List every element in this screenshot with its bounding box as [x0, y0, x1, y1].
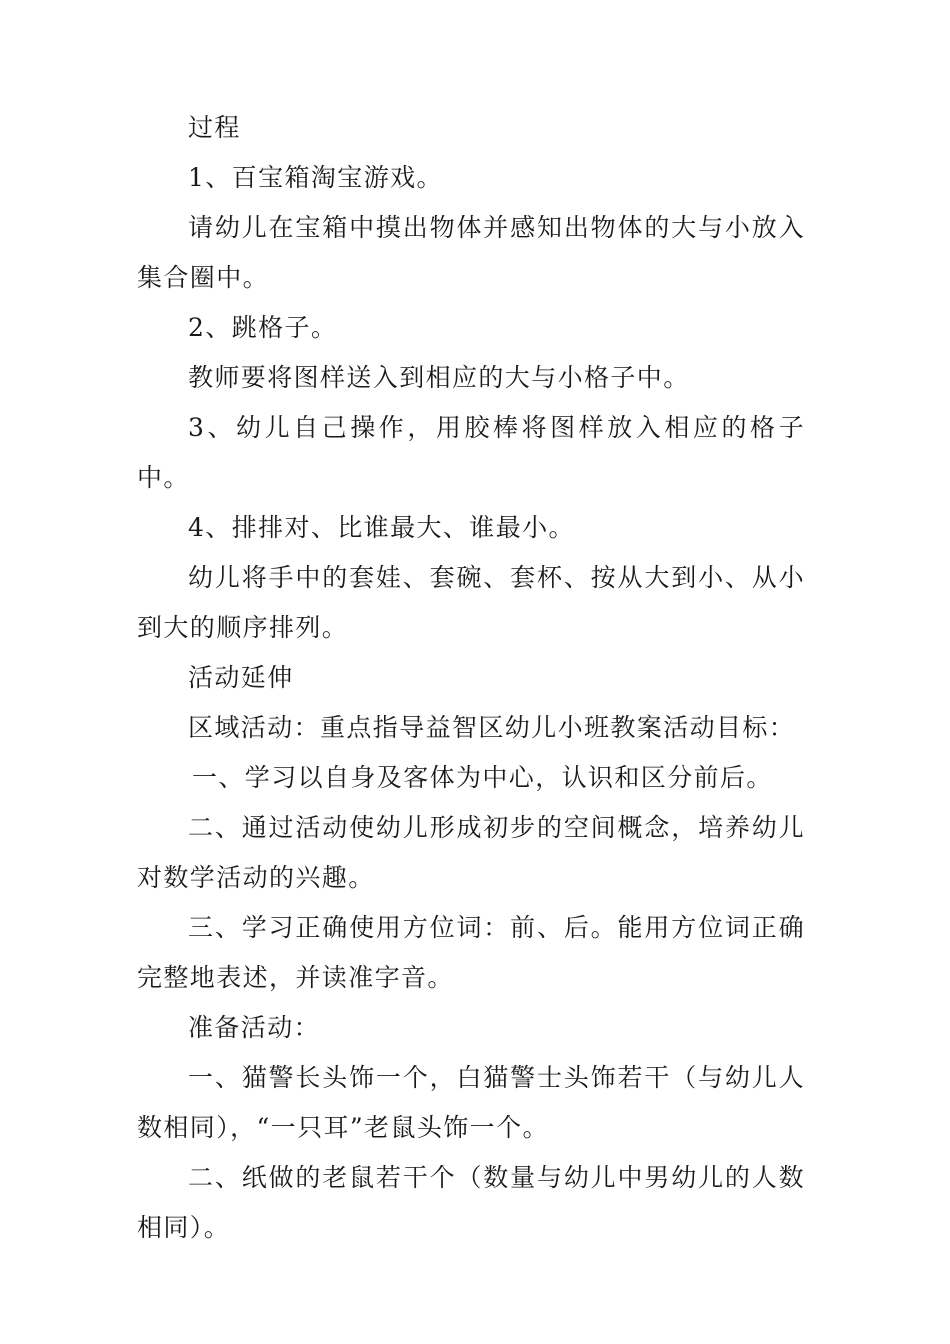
step-1-description: 请幼儿在宝箱中摸出物体并感知出物体的大与小放入集合圈中。	[137, 213, 805, 292]
goal-1: 一、学习以自身及客体为中心，认识和区分前后。	[192, 763, 773, 792]
preparation-2: 二、纸做的老鼠若干个（数量与幼儿中男幼儿的人数相同）。	[137, 1163, 805, 1242]
step-4-title: 4、排排对、比谁最大、谁最小。	[188, 513, 575, 542]
section-heading-extension: 活动延伸	[188, 663, 294, 692]
area-activity-text: 区域活动：重点指导益智区幼儿小班教案活动目标：	[188, 713, 796, 742]
section-heading-process: 过程	[188, 113, 241, 142]
preparation-1: 一、猫警长头饰一个，白猫警士头饰若干（与幼儿人数相同），“一只耳”老鼠头饰一个。	[137, 1063, 805, 1142]
step-1-title: 1、百宝箱淘宝游戏。	[188, 163, 443, 192]
step-3-title: 3、幼儿自己操作，用胶棒将图样放入相应的格子中。	[137, 413, 805, 492]
goal-3: 三、学习正确使用方位词：前、后。能用方位词正确完整地表述，并读准字音。	[137, 913, 805, 992]
section-heading-preparation: 准备活动：	[188, 1013, 321, 1042]
step-4-description: 幼儿将手中的套娃、套碗、套杯、按从大到小、从小到大的顺序排列。	[137, 563, 805, 642]
document-body	[137, 103, 805, 1253]
step-2-title: 2、跳格子。	[188, 313, 338, 342]
goal-2: 二、通过活动使幼儿形成初步的空间概念，培养幼儿对数学活动的兴趣。	[137, 813, 805, 892]
step-2-description: 教师要将图样送入到相应的大与小格子中。	[188, 363, 690, 392]
